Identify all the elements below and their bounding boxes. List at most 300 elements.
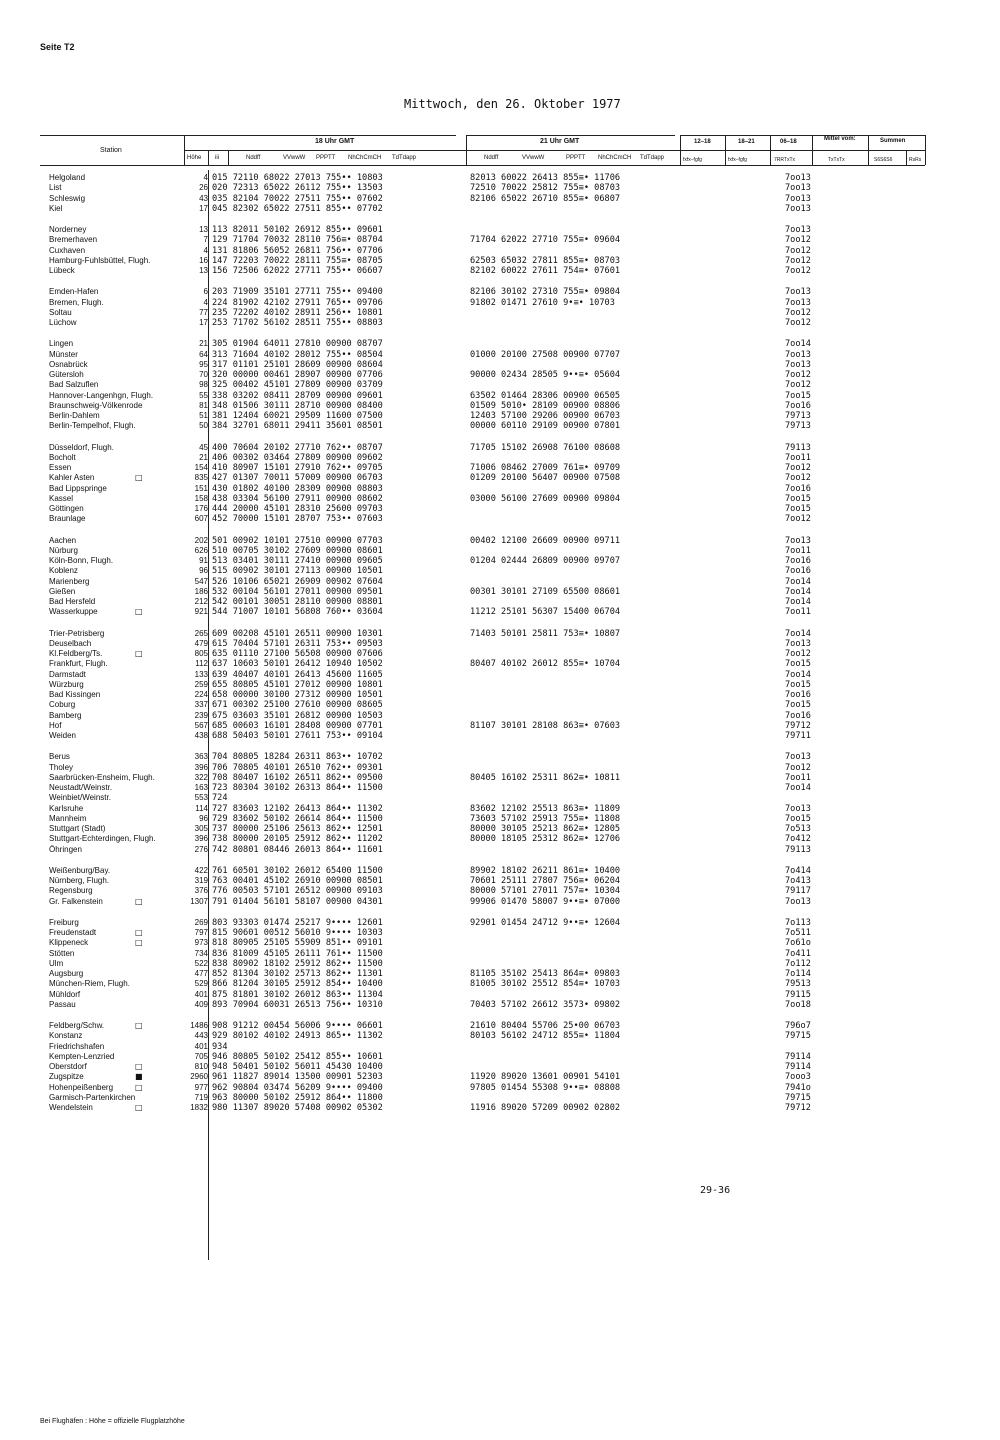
obs-21-group: 00000 60110 29109 00900 07801 <box>470 421 621 432</box>
obs-18-group: 761 60501 30102 26012 65400 11500 <box>212 865 383 876</box>
side-note: 29-36 <box>700 1185 731 1196</box>
station-height: 719 <box>194 1092 208 1102</box>
station-height: 77 <box>199 307 208 317</box>
station-name: Mannheim <box>49 813 87 823</box>
obs-18-group: 815 90601 00512 56010 9•••• 10303 <box>212 928 383 938</box>
station-name: Köln-Bonn, Flugh. <box>49 556 114 565</box>
obs-18-group: 510 00705 30102 27609 00900 08601 <box>212 545 383 556</box>
mittel-value: 7oo14 <box>785 669 811 680</box>
obs-18-group: 305 01904 64011 27810 00900 08707 <box>212 339 383 350</box>
obs-18-group: 706 70805 40101 26510 762•• 09301 <box>212 762 383 773</box>
obs-18-group: 147 72203 70022 28111 755≡• 08705 <box>212 255 383 266</box>
table-row <box>0 752 1000 762</box>
station-height: 55 <box>199 390 208 400</box>
station-name: Helgoland <box>49 173 86 182</box>
station-height: 396 <box>194 762 208 772</box>
station-name: Kempten-Lenzried <box>49 1051 115 1061</box>
station-height: 438 <box>194 731 208 740</box>
obs-21-group: 82106 65022 26710 855≡• 06807 <box>470 193 621 204</box>
obs-18-group: 803 93303 01474 25217 9•••• 12601 <box>212 917 383 928</box>
table-row <box>0 659 1000 669</box>
obs-18-group: 893 70904 60031 26513 756•• 10310 <box>212 999 383 1010</box>
station-name: Neustadt/Weinstr. <box>49 783 112 792</box>
header-period-12-18: 12–18 <box>694 139 711 145</box>
obs-18-group: 317 01101 25101 28609 00900 08604 <box>212 359 383 370</box>
header-pppt-21: PPPTT <box>566 155 586 161</box>
station-height: 112 <box>195 659 208 669</box>
mittel-value: 7oo15 <box>785 679 811 690</box>
mittel-value: 7oo11 <box>785 607 811 618</box>
station-name: Ulm <box>49 958 64 968</box>
station-height: 4 <box>203 297 208 307</box>
obs-18-group: 729 83602 50102 26614 864•• 11500 <box>212 813 383 824</box>
mittel-value: 7oo14 <box>785 586 811 597</box>
obs-18-group: 980 11307 89020 57408 00902 05302 <box>212 1103 383 1113</box>
station-height: 305 <box>194 824 208 833</box>
table-row <box>0 629 1000 639</box>
mittel-value: 7oo12 <box>785 307 811 318</box>
table-row <box>0 711 1000 721</box>
header-mittel: Mittel vom: <box>824 136 856 142</box>
table-row <box>0 1042 1000 1052</box>
station-height: 64 <box>199 349 208 359</box>
station-height: 269 <box>194 917 208 927</box>
station-name: Deuselbach <box>49 638 92 648</box>
station-height: 337 <box>194 700 208 710</box>
obs-18-group: 020 72313 65022 26112 755•• 13503 <box>212 183 383 194</box>
table-row <box>0 670 1000 680</box>
table-row <box>0 763 1000 773</box>
header-bottom-rule <box>40 165 925 166</box>
obs-18-group: 708 80407 16102 26511 862•• 09500 <box>212 772 383 783</box>
mittel-value: 7oo13 <box>785 349 811 360</box>
mittel-value: 79113 <box>785 442 811 453</box>
station-height: 81 <box>199 400 208 410</box>
station-height: 21 <box>199 452 208 462</box>
obs-18-group: 381 12404 60021 29509 11600 07500 <box>212 411 383 421</box>
header-vvwww: VVwwW <box>283 155 306 161</box>
table-row <box>0 514 1000 524</box>
mountain-station-marker: □ <box>135 473 143 483</box>
table-row <box>0 1062 1000 1072</box>
obs-18-group: 948 50401 50102 56011 45430 10400 <box>212 1062 383 1072</box>
table-row <box>0 577 1000 587</box>
table-row <box>0 990 1000 1000</box>
mountain-station-marker: ■ <box>135 1072 143 1082</box>
mittel-value: 7oo15 <box>785 504 811 514</box>
mittel-value: 7oo16 <box>785 710 811 721</box>
header-sub-fx2: fxfx–fgfg <box>728 157 747 163</box>
station-height: 835 <box>194 473 208 483</box>
station-height: 547 <box>194 576 208 586</box>
station-height: 186 <box>194 586 208 596</box>
station-height: 973 <box>194 938 208 948</box>
station-name: Gießen <box>49 586 76 596</box>
obs-21-group: 21610 80404 55706 25•00 06703 <box>470 1021 621 1031</box>
station-height: 477 <box>194 969 208 978</box>
station-name: Kassel <box>49 493 74 503</box>
header-nh-21: NhChCmCH <box>598 155 632 161</box>
obs-18-group: 838 80902 18102 25912 862•• 11500 <box>212 958 383 969</box>
obs-21-group: 01209 20100 56407 00900 07508 <box>470 473 621 484</box>
mittel-value: 7oo12 <box>785 649 811 659</box>
mittel-value: 7941o <box>785 1082 811 1093</box>
header-sub-s6: S6S6S6 <box>874 157 893 163</box>
header-hoehe: Höhe <box>187 155 202 161</box>
table-row <box>0 421 1000 431</box>
station-height: 176 <box>194 504 208 513</box>
header-col-divider <box>906 150 907 165</box>
header-col-divider <box>812 135 813 165</box>
station-height: 151 <box>194 483 208 493</box>
obs-18-group: 724 <box>212 793 228 804</box>
station-height: 522 <box>194 958 208 968</box>
station-height: 50 <box>199 421 208 431</box>
header-col-divider <box>868 135 869 165</box>
obs-18-group: 671 00302 25100 27610 00900 08605 <box>212 700 383 711</box>
table-row <box>0 597 1000 607</box>
table-row <box>0 773 1000 783</box>
page-label: Seite T2 <box>40 42 75 52</box>
table-row <box>0 1052 1000 1062</box>
mittel-value: 79713 <box>785 421 811 432</box>
station-height: 26 <box>199 183 208 193</box>
header-col-divider <box>680 135 681 165</box>
table-row <box>0 824 1000 834</box>
station-height: 114 <box>195 803 208 813</box>
station-name: Münster <box>49 349 78 359</box>
station-height: 363 <box>194 752 208 762</box>
obs-21-group: 01000 20100 27508 00900 07707 <box>470 349 621 360</box>
station-height: 553 <box>194 793 208 803</box>
mittel-value: 7oo15 <box>785 390 811 401</box>
obs-18-group: 384 32701 68011 29411 35601 08501 <box>212 421 383 432</box>
table-row <box>0 793 1000 803</box>
obs-21-group: 81107 30101 28108 863≡• 07603 <box>470 720 621 731</box>
mittel-value: 7oo15 <box>785 659 811 670</box>
mittel-value: 7o513 <box>785 824 811 834</box>
station-name: Osnabrück <box>49 359 88 369</box>
mittel-value: 7o112 <box>785 958 811 969</box>
mittel-value: 7oo13 <box>785 225 811 235</box>
table-row <box>0 308 1000 318</box>
mittel-value: 796o7 <box>785 1021 811 1031</box>
station-name: Hannover-Langenhgn, Flugh. <box>49 390 154 400</box>
table-row <box>0 556 1000 566</box>
mittel-value: 7oo12 <box>785 255 811 266</box>
obs-21-group: 00402 12100 26609 00900 09711 <box>470 535 621 546</box>
header-sub-txtx: TxTxTx <box>828 157 845 163</box>
header-summen: Summen <box>880 138 906 144</box>
obs-18-group: 963 80000 50102 25912 864•• 11800 <box>212 1092 383 1103</box>
obs-18-group: 325 00402 45101 27809 00900 03709 <box>212 380 383 391</box>
mittel-value: 7oo16 <box>785 483 811 494</box>
mountain-station-marker: □ <box>135 1062 143 1071</box>
obs-18-group: 438 03304 56100 27911 00900 08602 <box>212 493 383 504</box>
header-top-rule-21 <box>466 135 675 136</box>
station-name: Regensburg <box>49 886 93 896</box>
obs-18-group: 685 00603 16101 28408 00900 07701 <box>212 720 383 731</box>
station-height: 626 <box>194 545 208 555</box>
mittel-value: 79713 <box>785 411 811 421</box>
header-sub-rule <box>184 150 925 151</box>
table-row <box>0 256 1000 266</box>
obs-18-group: 532 00104 56101 27011 00900 09501 <box>212 586 383 597</box>
station-height: 43 <box>199 193 208 203</box>
header-sub-7rr: 7RRTxTx <box>774 157 796 163</box>
header-18-uhr: 18 Uhr GMT <box>315 138 355 145</box>
mittel-value: 7oo13 <box>785 752 811 763</box>
obs-21-group: 92901 01454 24712 9••≡• 12604 <box>470 917 621 928</box>
station-name: Emden-Hafen <box>49 287 99 297</box>
obs-18-group: 723 80304 30102 26313 864•• 11500 <box>212 783 383 793</box>
station-height: 805 <box>194 649 208 658</box>
obs-21-group: 90000 02434 28505 9••≡• 05604 <box>470 370 621 380</box>
station-height: 158 <box>194 493 208 503</box>
obs-18-group: 658 00000 30100 27312 00900 10501 <box>212 690 383 700</box>
obs-18-group: 203 71909 35101 27711 755•• 09400 <box>212 287 383 298</box>
table-row <box>0 979 1000 989</box>
table-row <box>0 783 1000 793</box>
obs-21-group: 80000 57101 27011 757≡• 10304 <box>470 886 621 897</box>
station-height: 1832 <box>190 1103 208 1112</box>
table-row <box>0 969 1000 979</box>
table-row <box>0 494 1000 504</box>
mittel-value: 7oo12 <box>785 266 811 276</box>
obs-18-group: 639 40407 40101 26413 45600 11605 <box>212 669 383 680</box>
station-height: 13 <box>199 225 208 234</box>
mountain-station-marker: □ <box>135 649 143 658</box>
mittel-value: 7oo12 <box>785 463 811 473</box>
station-height: 422 <box>194 865 208 875</box>
station-name: Tholey <box>49 762 74 772</box>
mittel-value: 7oo12 <box>785 473 811 484</box>
station-height: 409 <box>194 999 208 1009</box>
station-height: 259 <box>194 679 208 689</box>
mittel-value: 7o511 <box>785 928 811 938</box>
obs-18-group: 704 80805 18284 26311 863•• 10702 <box>212 752 383 763</box>
station-name: Gütersloh <box>49 370 84 379</box>
obs-18-group: 131 81806 56052 26811 756•• 07706 <box>212 245 383 256</box>
mittel-value: 7oo12 <box>785 370 811 380</box>
station-name: Nürburg <box>49 545 78 555</box>
station-name: Augsburg <box>49 969 84 978</box>
obs-18-group: 338 03202 08411 28709 00900 09601 <box>212 390 383 401</box>
station-height: 443 <box>194 1031 208 1041</box>
station-name: Weißenburg/Bay. <box>49 865 111 875</box>
mittel-value: 7oo15 <box>785 493 811 504</box>
header-period-06-18: 06–18 <box>780 139 797 145</box>
mittel-value: 7oo16 <box>785 556 811 566</box>
mittel-value: 7oo13 <box>785 535 811 546</box>
table-row <box>0 1000 1000 1010</box>
obs-21-group: 11212 25101 56307 15400 06704 <box>470 607 621 618</box>
station-height: 96 <box>199 566 208 576</box>
report-date: Mittwoch, den 26. Oktober 1977 <box>404 97 621 111</box>
table-row <box>0 318 1000 328</box>
station-height: 705 <box>194 1051 208 1061</box>
obs-21-group: 82102 60022 27611 754≡• 07601 <box>470 266 621 276</box>
station-name: Freudenstadt <box>49 928 97 937</box>
table-row <box>0 339 1000 349</box>
obs-21-group: 91802 01471 27610 9•≡• 10703 <box>470 297 615 308</box>
obs-21-group: 80405 16102 25311 862≡• 10811 <box>470 772 621 783</box>
station-height: 45 <box>199 442 208 452</box>
obs-18-group: 791 01404 56101 58107 00900 04301 <box>212 896 383 907</box>
mittel-value: 7oo14 <box>785 628 811 639</box>
table-row <box>0 463 1000 473</box>
mountain-station-marker: □ <box>135 1021 143 1030</box>
mittel-value: 7o414 <box>785 865 811 876</box>
table-row <box>0 204 1000 214</box>
obs-18-group: 348 01506 30111 28710 00900 08400 <box>212 400 383 411</box>
table-row <box>0 401 1000 411</box>
station-height: 529 <box>194 979 208 989</box>
mittel-value: 7oo15 <box>785 813 811 824</box>
obs-18-group: 129 71704 70032 28110 756≡• 08704 <box>212 235 383 246</box>
mittel-value: 7o114 <box>785 969 811 979</box>
station-name: Marienberg <box>49 576 90 586</box>
header-nddff-21: Nddff <box>484 155 499 161</box>
obs-18-group: 224 81902 42102 27911 765•• 09706 <box>212 297 383 308</box>
station-name: Berlin-Dahlem <box>49 411 100 420</box>
mittel-value: 7oo12 <box>785 318 811 328</box>
station-height: 1307 <box>190 896 208 906</box>
obs-18-group: 727 83603 12102 26413 864•• 11302 <box>212 803 383 814</box>
mittel-value: 7oo16 <box>785 690 811 700</box>
mittel-value: 79712 <box>785 720 811 731</box>
station-height: 17 <box>199 203 208 213</box>
station-height: 133 <box>194 669 208 679</box>
obs-18-group: 253 71702 56102 28511 755•• 08803 <box>212 318 383 328</box>
table-row <box>0 959 1000 969</box>
mittel-value: 7oo16 <box>785 400 811 411</box>
obs-18-group: 410 80907 15101 27910 762•• 09705 <box>212 463 383 473</box>
station-height: 239 <box>194 710 208 720</box>
mittel-value: 7oo13 <box>785 173 811 183</box>
station-name: Garmisch-Partenkirchen <box>49 1092 136 1102</box>
obs-18-group: 961 11827 89014 13500 00901 52303 <box>212 1072 383 1083</box>
station-height: 17 <box>199 318 208 327</box>
station-name: Hohenpeißenberg <box>49 1082 114 1092</box>
station-height: 396 <box>194 834 208 844</box>
mittel-value: 7oo13 <box>785 359 811 370</box>
station-height: 607 <box>194 514 208 524</box>
station-height: 212 <box>194 597 208 606</box>
station-name: Würzburg <box>49 679 84 689</box>
table-row <box>0 680 1000 690</box>
station-height: 921 <box>194 607 208 617</box>
obs-21-group: 71705 15102 26908 76100 08608 <box>470 442 621 453</box>
station-name: München-Riem, Flugh. <box>49 979 130 989</box>
table-row <box>0 1093 1000 1103</box>
obs-18-group: 615 70404 57101 26311 753•• 09503 <box>212 638 383 649</box>
table-row <box>0 546 1000 556</box>
station-name: Oberstdorf <box>49 1062 87 1071</box>
mittel-value: 79715 <box>785 1031 811 1042</box>
station-height: 21 <box>199 339 208 349</box>
obs-21-group: 80103 56102 24712 855≡• 11804 <box>470 1031 621 1042</box>
station-name: Passau <box>49 999 76 1009</box>
station-name: Cuxhaven <box>49 245 86 255</box>
obs-18-group: 406 00302 03464 27809 00900 09602 <box>212 452 383 463</box>
station-height: 7 <box>203 235 208 245</box>
obs-18-group: 400 70604 20102 27710 762•• 08707 <box>212 442 383 453</box>
station-name: Wasserkuppe <box>49 607 98 617</box>
station-height: 51 <box>199 411 208 420</box>
station-name: Bamberg <box>49 710 82 720</box>
header-sub-fx1: fxfx–fgfg <box>683 157 702 163</box>
obs-18-group: 934 <box>212 1041 228 1052</box>
obs-18-group: 742 80801 08446 26013 864•• 11601 <box>212 844 383 855</box>
header-period-18-21: 18–21 <box>738 139 755 145</box>
station-name: Lüchow <box>49 318 77 327</box>
table-row <box>0 370 1000 380</box>
station-height: 401 <box>194 989 208 999</box>
obs-21-group: 11920 89020 13601 00901 54101 <box>470 1072 621 1083</box>
table-row <box>0 246 1000 256</box>
table-row <box>0 173 1000 183</box>
header-tdtd: TdTdapp <box>392 155 417 161</box>
station-name: Gr. Falkenstein <box>49 896 103 906</box>
station-height: 202 <box>194 535 208 545</box>
mittel-value: 7oo14 <box>785 783 811 793</box>
table-row <box>0 814 1000 824</box>
station-name: Berus <box>49 752 70 762</box>
table-row <box>0 928 1000 938</box>
station-name: Weiden <box>49 731 76 740</box>
station-name: Bad Salzuflen <box>49 380 99 390</box>
obs-21-group: 82106 30102 27310 755≡• 09804 <box>470 287 621 298</box>
obs-18-group: 852 81304 30102 25713 862•• 11301 <box>212 969 383 979</box>
obs-21-group: 01204 02444 26809 00900 09707 <box>470 556 621 566</box>
station-name: Bad Hersfeld <box>49 597 96 606</box>
mittel-value: 79114 <box>785 1062 811 1072</box>
station-name: Stötten <box>49 948 75 958</box>
obs-21-group: 80000 30105 25213 862≡• 12805 <box>470 824 621 834</box>
station-name: Freiburg <box>49 917 79 927</box>
station-name: Frankfurt, Flugh. <box>49 659 108 669</box>
obs-18-group: 875 81801 30102 26012 863•• 11304 <box>212 989 383 1000</box>
obs-18-group: 045 82302 65022 27511 855•• 07702 <box>212 203 383 214</box>
obs-18-group: 427 01307 70011 57009 00900 06703 <box>212 473 383 484</box>
mittel-value: 7oo13 <box>785 803 811 814</box>
table-row <box>0 1083 1000 1093</box>
mittel-value: 7oo13 <box>785 203 811 214</box>
header-top-rule <box>40 135 456 136</box>
station-name: Soltau <box>49 307 72 317</box>
header-station: Station <box>100 147 122 154</box>
header-col-divider <box>925 135 926 165</box>
table-row <box>0 804 1000 814</box>
mittel-value: 7oo16 <box>785 566 811 577</box>
station-height: 95 <box>199 359 208 369</box>
obs-21-group: 97805 01454 55308 9••≡• 08808 <box>470 1082 621 1093</box>
mittel-value: 7oo12 <box>785 380 811 391</box>
station-height: 6 <box>203 287 208 297</box>
table-row <box>0 938 1000 948</box>
table-row <box>0 194 1000 204</box>
obs-21-group: 11916 89020 57209 00902 02802 <box>470 1103 621 1113</box>
obs-18-group: 235 72202 40102 28911 256•• 10801 <box>212 307 383 318</box>
obs-18-group: 313 71604 40102 28012 755•• 08504 <box>212 349 383 360</box>
table-row <box>0 876 1000 886</box>
station-height: 319 <box>194 876 208 885</box>
station-height: 98 <box>199 380 208 390</box>
mittel-value: 7oo13 <box>785 183 811 194</box>
mittel-value: 7oo15 <box>785 700 811 711</box>
station-name: Braunschweig-Völkenrode <box>49 400 143 410</box>
